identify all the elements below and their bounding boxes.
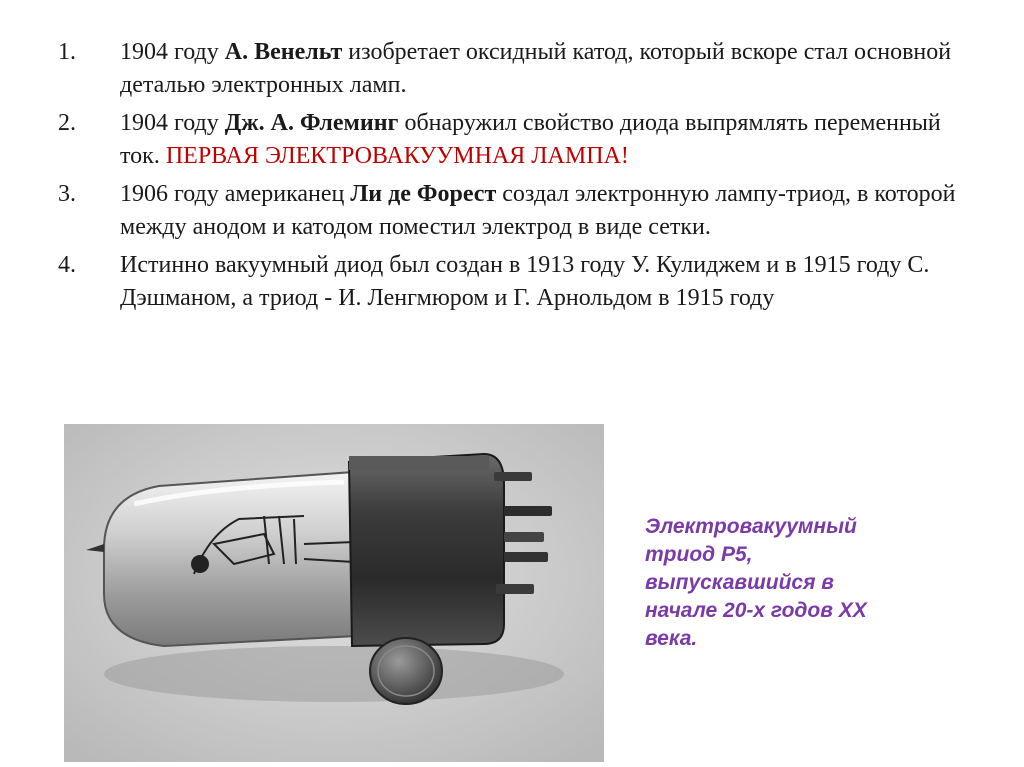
photo-caption <box>645 513 945 653</box>
list-item <box>58 249 958 315</box>
item-text: создал электронную лампу-триод, в которой между анодом и катодом поместил электрод в виде сетки. <box>120 181 956 240</box>
list-item <box>58 178 958 244</box>
list-item <box>58 36 958 102</box>
triode-illustration <box>64 424 604 762</box>
bulb-shadow <box>104 646 564 702</box>
caption-line: начале 20-х годов XX <box>645 599 867 622</box>
caption-line: триод Р5, <box>645 543 753 566</box>
item-number: 2. <box>58 110 76 136</box>
triode-photo <box>64 424 604 762</box>
caption-line: Электровакуумный <box>645 515 857 538</box>
caption-line: века. <box>645 627 698 650</box>
item-text-prefix: 1904 году <box>120 39 225 65</box>
base-rim <box>349 456 489 470</box>
item-text: обнаружил свойство диода выпрямлять переменный ток. <box>120 110 941 169</box>
item-number: 4. <box>58 252 76 278</box>
highlight-text: ПЕРВАЯ ЭЛЕКТРОВАКУУМНАЯ ЛАМПА! <box>165 143 629 169</box>
item-number: 1. <box>58 39 76 65</box>
item-text-prefix: 1904 году <box>120 110 225 136</box>
inventor-name: Ли де Форест <box>350 181 497 207</box>
coin <box>370 638 442 704</box>
inventor-name: Дж. А. Флеминг <box>224 110 399 136</box>
item-number: 3. <box>58 181 76 207</box>
inventor-name: А. Венельт <box>224 39 343 65</box>
getter-spot <box>191 555 209 573</box>
item-text: Истинно вакуумный диод был создан в 1913 году У. Кулиджем и в 1915 году С. Дэшманом, а триод - И. Ленгмюром и Г. Арнольдом в 1915 году <box>120 252 930 311</box>
item-text: изобретает оксидный катод, который вскоре стал основной деталью электронных ламп. <box>120 39 952 98</box>
item-text-prefix: 1906 году американец <box>120 181 351 207</box>
history-list <box>58 36 958 320</box>
list-item <box>58 107 958 173</box>
caption-line: выпускавшийся в <box>645 571 834 594</box>
tube-base <box>349 454 504 646</box>
